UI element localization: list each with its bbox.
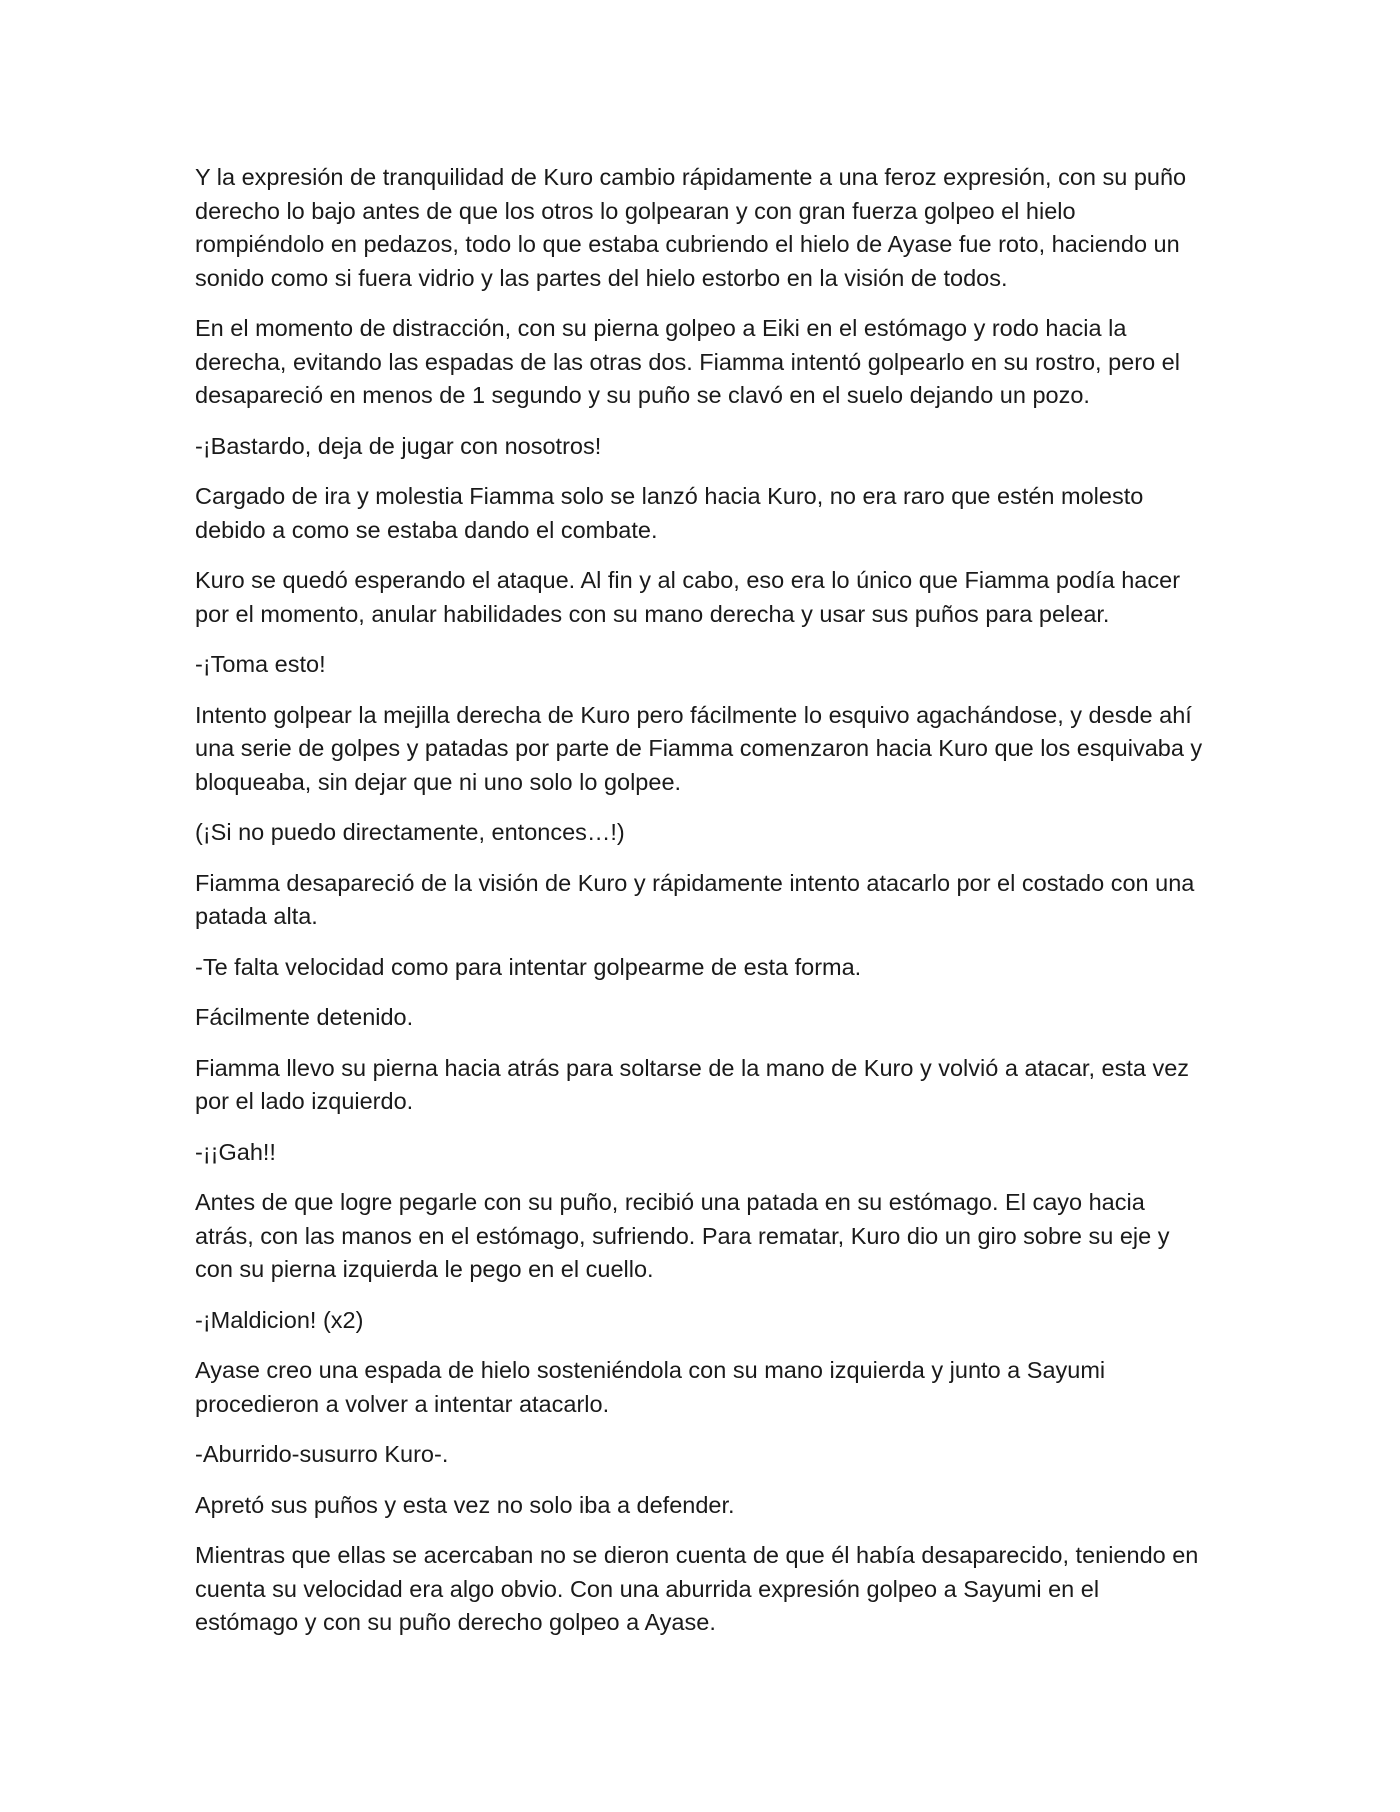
paragraph: Cargado de ira y molestia Fiamma solo se lanzó hacia Kuro, no era raro que estén molesto debido a como se estaba dando el combate. [195,483,1144,543]
paragraph: Fiamma llevo su pierna hacia atrás para soltarse de la mano de Kuro y volvió a atacar, esta vez por el lado izquierdo. [195,1054,1190,1114]
paragraph: En el momento de distracción, con su pierna golpeo a Eiki en el estómago y rodo hacia la derecha, evitando las espadas de las otras dos. Fiamma intentó golpearlo en su rostro, pero el desapareció en menos de 1 segundo y su puño se clavó en el suelo dejando un pozo. [195,315,1180,408]
paragraph: Antes de que logre pegarle con su puño, recibió una patada en su estómago. El cayo hacia atrás, con las manos en el estómago, sufriendo. Para rematar, Kuro dio un giro sobre su eje y con su pierna izquierda le pego en el cuello. [195,1189,1170,1282]
dialogue-line: -¡Bastardo, deja de jugar con nosotros! [195,432,602,459]
paragraph: Apretó sus puños y esta vez no solo iba a defender. [195,1491,735,1518]
paragraph: Intento golpear la mejilla derecha de Kuro pero fácilmente lo esquivo agachándose, y desde ahí una serie de golpes y patadas por parte de Fiamma comenzaron hacia Kuro que los esquivaba y bloqueaba, sin dejar que ni uno solo lo golpee. [195,701,1203,795]
document-body [195,161,1205,1657]
thought-line: (¡Si no puedo directamente, entonces…!) [195,819,625,845]
dialogue-line: -Te falta velocidad como para intentar golpearme de esta forma. [195,953,862,980]
dialogue-line: -¡Toma esto! [195,651,326,677]
paragraph: Fácilmente detenido. [195,1004,414,1030]
paragraph: Y la expresión de tranquilidad de Kuro cambio rápidamente a una feroz expresión, con su puño derecho lo bajo antes de que los otros lo golpearan y con gran fuerza golpeo el hielo rompiéndolo en pedazos, todo lo que estaba cubriendo el hielo de Ayase fue roto, haciendo un sonido como si fuera vidrio y las partes del hielo estorbo en la visión de todos. [195,164,1187,291]
paragraph: Ayase creo una espada de hielo sosteniéndola con su mano izquierda y junto a Sayumi procedieron a volver a intentar atacarlo. [195,1357,1106,1417]
dialogue-line: -¡¡Gah!! [195,1138,276,1165]
paragraph: Fiamma desapareció de la visión de Kuro y rápidamente intento atacarlo por el costado con una patada alta. [195,869,1195,929]
dialogue-line: -Aburrido-susurro Kuro-. [195,1441,449,1467]
paragraph: Kuro se quedó esperando el ataque. Al fin y al cabo, eso era lo único que Fiamma podía hacer por el momento, anular habilidades con su mano derecha y usar sus puños para pelear. [195,567,1181,627]
dialogue-line: -¡Maldicion! (x2) [195,1306,364,1333]
paragraph: Mientras que ellas se acercaban no se dieron cuenta de que él había desaparecido, teniendo en cuenta su velocidad era algo obvio. Con una aburrida expresión golpeo a Sayumi en el estómago y con su puño derecho golpeo a Ayase. [195,1542,1199,1635]
